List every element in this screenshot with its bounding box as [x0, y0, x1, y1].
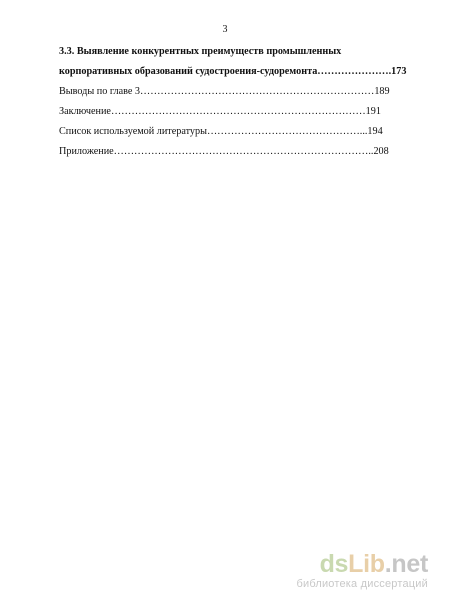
- toc-entry-appendix: Приложение…………………………………………………………………..208: [59, 146, 389, 157]
- logo-part-lib: Lib: [348, 550, 385, 578]
- toc-entry-conclusion: Заключение…………………………………………………………………191: [59, 106, 381, 117]
- toc-entry-chapter3-conclusions: Выводы по главе 3……………………………………………………………189: [59, 86, 390, 97]
- watermark-tagline: библиотека диссертаций: [296, 578, 428, 590]
- dslib-logo: [268, 551, 428, 577]
- table-of-contents: [59, 42, 411, 162]
- toc-entry-bibliography: Список используемой литературы………………………………………...194: [59, 126, 383, 137]
- logo-part-ds: ds: [319, 550, 349, 578]
- toc-entry-3-3-continuation: корпоративных образований судостроения-судоремонта………………….173: [59, 66, 407, 77]
- logo-part-net: .net: [384, 550, 428, 578]
- dslib-watermark: [268, 551, 428, 595]
- toc-entry-3-3-title: 3.3. Выявление конкурентных преимуществ промышленных: [59, 46, 342, 57]
- page-number: 3: [222, 24, 228, 35]
